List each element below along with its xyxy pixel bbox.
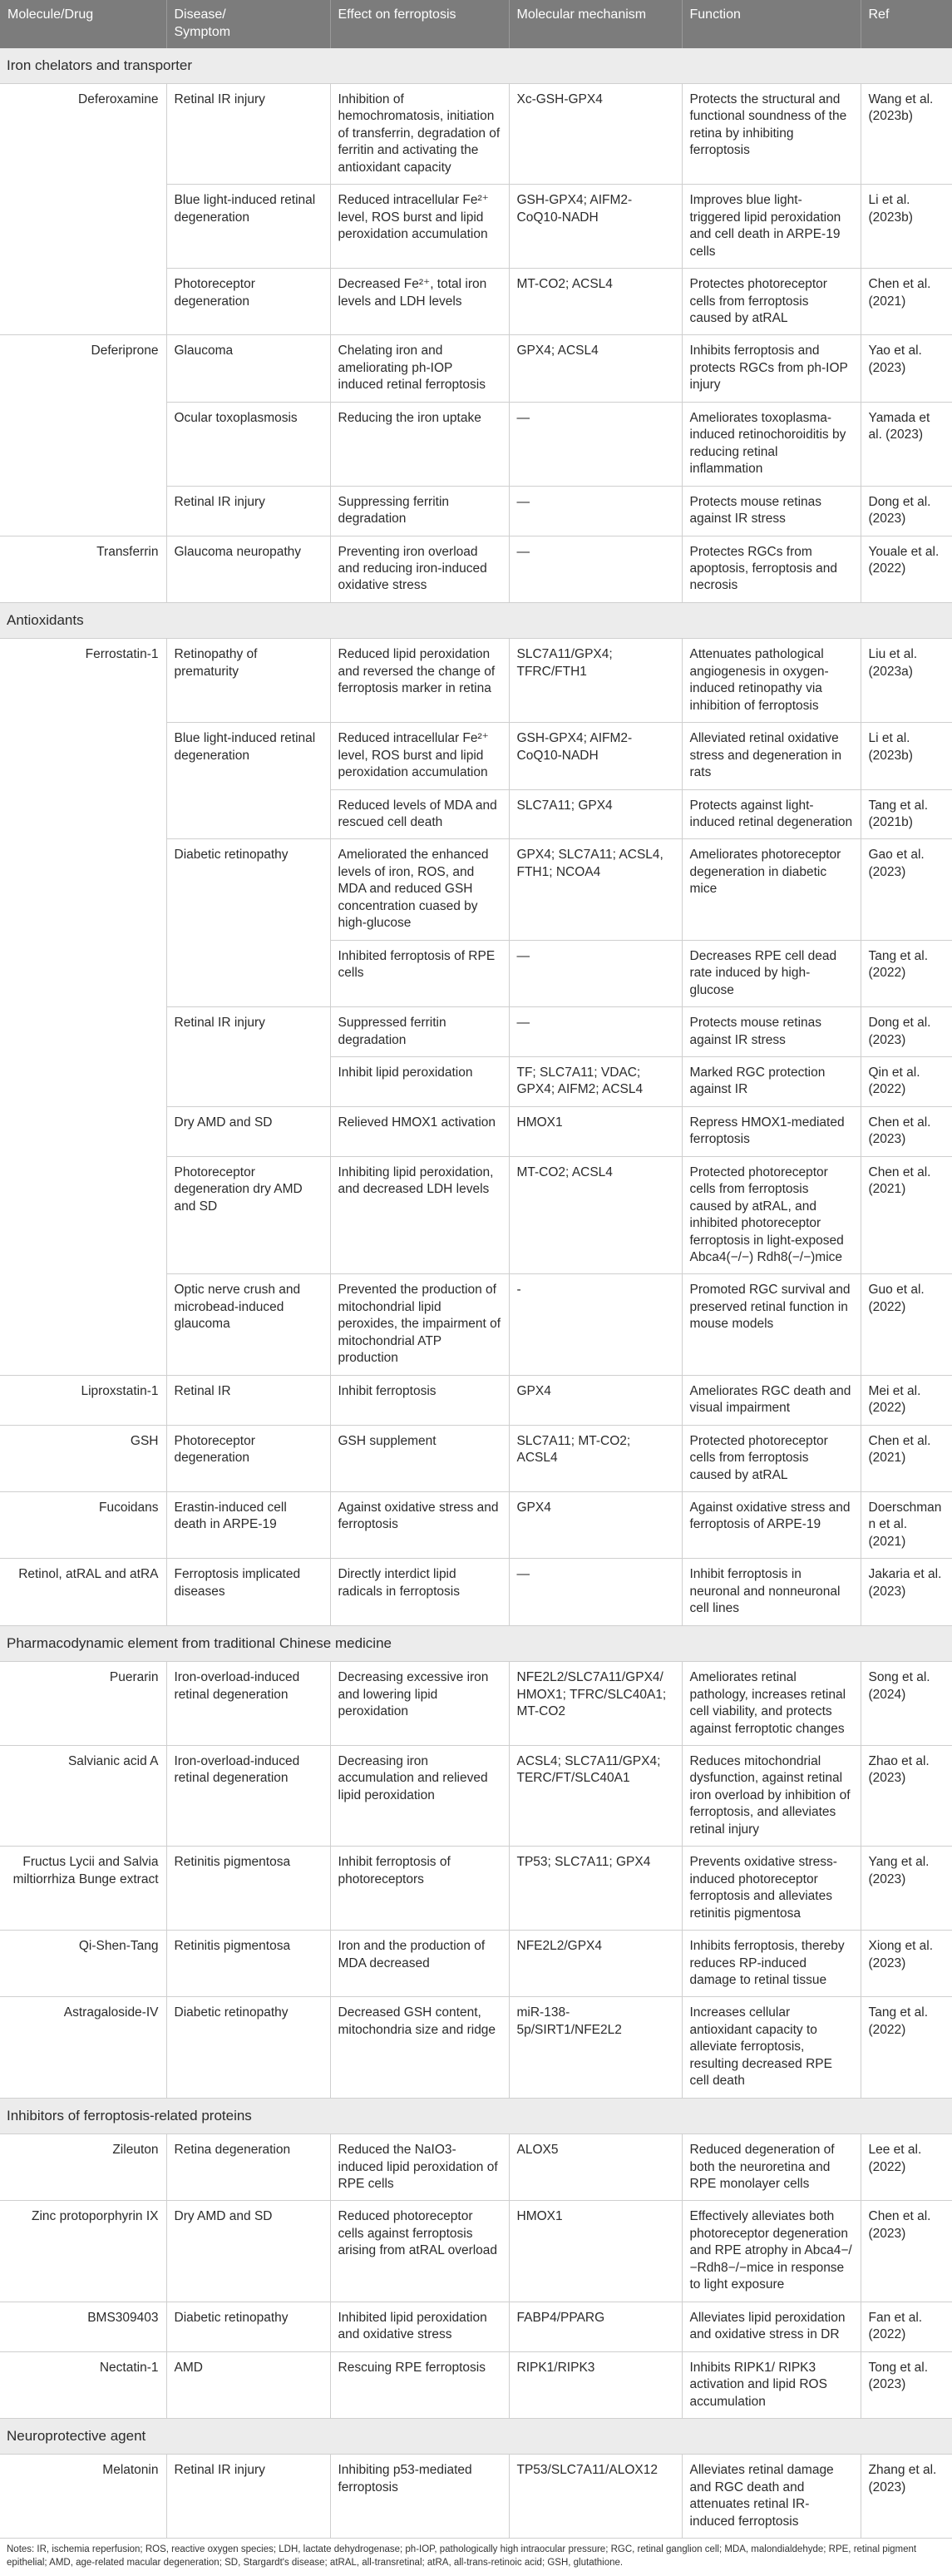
effect-cell: Reducing the iron uptake — [330, 402, 509, 486]
mechanism-cell: — — [509, 486, 682, 536]
table-row — [0, 2455, 952, 2539]
mechanism-cell: SLC7A11; GPX4 — [509, 789, 682, 839]
ref-cell: Gao et al. (2023) — [861, 839, 952, 940]
function-cell: Protectes RGCs from apoptosis, ferroptosis and necrosis — [682, 536, 861, 602]
section-title: Iron chelators and transporter — [0, 48, 952, 84]
section-row — [0, 1625, 952, 1661]
mechanism-cell: Xc-GSH-GPX4 — [509, 84, 682, 185]
function-cell: Alleviates retinal damage and RGC death and attenuates retinal IR-induced ferroptosis — [682, 2455, 861, 2539]
effect-cell: Inhibition of hemochromatosis, initiation of transferrin, degradation of ferritin and activating the antioxidant capacity — [330, 84, 509, 185]
table-row — [0, 1931, 952, 1997]
function-cell: Protects against light-induced retinal degeneration — [682, 789, 861, 839]
molecule-cell: Retinol, atRAL and atRA — [0, 1559, 166, 1625]
ref-cell: Dong et al. (2023) — [861, 486, 952, 536]
function-cell: Against oxidative stress and ferroptosis of ARPE-19 — [682, 1492, 861, 1559]
effect-cell: Reduced photoreceptor cells against ferroptosis arising from atRAL overload — [330, 2201, 509, 2302]
table-row — [0, 1492, 952, 1559]
header-effect: Effect on ferroptosis — [330, 0, 509, 48]
ref-cell: Chen et al. (2023) — [861, 1106, 952, 1156]
ref-cell: Lee et al. (2022) — [861, 2134, 952, 2201]
mechanism-cell: SLC7A11/GPX4; TFRC/FTH1 — [509, 639, 682, 723]
ref-cell: Tong et al. (2023) — [861, 2351, 952, 2418]
ref-cell: Qin et al. (2022) — [861, 1056, 952, 1106]
mechanism-cell: GPX4; SLC7A11; ACSL4, FTH1; NCOA4 — [509, 839, 682, 940]
disease-cell: Blue light-induced retinal degeneration — [166, 723, 330, 839]
effect-cell: Prevented the production of mitochondrial lipid peroxides, the impairment of mitochondrial ATP production — [330, 1274, 509, 1375]
function-cell: Prevents oxidative stress-induced photoreceptor ferroptosis and alleviates retinitis pigmentosa — [682, 1847, 861, 1931]
disease-cell: Retinal IR injury — [166, 1007, 330, 1107]
function-cell: Alleviates lipid peroxidation and oxidative stress in DR — [682, 2302, 861, 2351]
disease-cell: Iron-overload-induced retinal degeneration — [166, 1745, 330, 1846]
effect-cell: Rescuing RPE ferroptosis — [330, 2351, 509, 2418]
mechanism-cell: TF; SLC7A11; VDAC; GPX4; AIFM2; ACSL4 — [509, 1056, 682, 1106]
disease-cell: Retinal IR injury — [166, 486, 330, 536]
effect-cell: Decreased GSH content, mitochondria size and ridge — [330, 1997, 509, 2098]
disease-cell: Iron-overload-induced retinal degeneration — [166, 1662, 330, 1746]
effect-cell: Reduced levels of MDA and rescued cell death — [330, 789, 509, 839]
molecule-cell: Deferoxamine — [0, 84, 166, 335]
effect-cell: Reduced intracellular Fe²⁺ level, ROS burst and lipid peroxidation accumulation — [330, 723, 509, 789]
effect-cell: Suppressing ferritin degradation — [330, 486, 509, 536]
mechanism-cell: — — [509, 1007, 682, 1057]
ref-cell: Doerschmann et al. (2021) — [861, 1492, 952, 1559]
disease-cell: Dry AMD and SD — [166, 2201, 330, 2302]
mechanism-cell: NFE2L2/GPX4 — [509, 1931, 682, 1997]
table-row — [0, 2201, 952, 2302]
header-ref: Ref — [861, 0, 952, 48]
ref-cell: Zhang et al. (2023) — [861, 2455, 952, 2539]
mechanism-cell: — — [509, 1559, 682, 1625]
function-cell: Reduces mitochondrial dysfunction, against retinal iron overload by inhibition of ferroptosis, and alleviates retinal injury — [682, 1745, 861, 1846]
ref-cell: Yamada et al. (2023) — [861, 402, 952, 486]
ref-cell: Chen et al. (2021) — [861, 1425, 952, 1491]
molecule-cell: Fucoidans — [0, 1492, 166, 1559]
ref-cell: Guo et al. (2022) — [861, 1274, 952, 1375]
effect-cell: Suppressed ferritin degradation — [330, 1007, 509, 1057]
section-title: Antioxidants — [0, 602, 952, 638]
function-cell: Attenuates pathological angiogenesis in oxygen-induced retinopathy via inhibition of ferroptosis — [682, 639, 861, 723]
effect-cell: Inhibiting lipid peroxidation, and decreased LDH levels — [330, 1156, 509, 1274]
function-cell: Inhibits ferroptosis and protects RGCs from ph-IOP injury — [682, 335, 861, 402]
disease-cell: Glaucoma neuropathy — [166, 536, 330, 602]
effect-cell: Inhibited ferroptosis of RPE cells — [330, 940, 509, 1006]
disease-cell: Retina degeneration — [166, 2134, 330, 2201]
mechanism-cell: ACSL4; SLC7A11/GPX4; TERC/FT/SLC40A1 — [509, 1745, 682, 1846]
function-cell: Inhibits ferroptosis, thereby reduces RP-induced damage to retinal tissue — [682, 1931, 861, 1997]
effect-cell: Inhibit ferroptosis — [330, 1375, 509, 1425]
disease-cell: Photoreceptor degeneration — [166, 269, 330, 335]
effect-cell: Against oxidative stress and ferroptosis — [330, 1492, 509, 1559]
mechanism-cell: — — [509, 536, 682, 602]
table-row — [0, 1425, 952, 1491]
table-row — [0, 1847, 952, 1931]
table-row — [0, 1375, 952, 1425]
mechanism-cell: miR-138-5p/SIRT1/NFE2L2 — [509, 1997, 682, 2098]
function-cell: Protected photoreceptor cells from ferroptosis caused by atRAL — [682, 1425, 861, 1491]
effect-cell: Inhibiting p53-mediated ferroptosis — [330, 2455, 509, 2539]
header-molecule: Molecule/Drug — [0, 0, 166, 48]
function-cell: Improves blue light-triggered lipid peroxidation and cell death in ARPE-19 cells — [682, 185, 861, 269]
effect-cell: Inhibit lipid peroxidation — [330, 1056, 509, 1106]
effect-cell: Inhibited lipid peroxidation and oxidative stress — [330, 2302, 509, 2351]
ref-cell: Yang et al. (2023) — [861, 1847, 952, 1931]
effect-cell: Inhibit ferroptosis of photoreceptors — [330, 1847, 509, 1931]
mechanism-cell: — — [509, 402, 682, 486]
function-cell: Repress HMOX1-mediated ferroptosis — [682, 1106, 861, 1156]
function-cell: Decreases RPE cell dead rate induced by high-glucose — [682, 940, 861, 1006]
molecule-cell: Salvianic acid A — [0, 1745, 166, 1846]
mechanism-cell: FABP4/PPARG — [509, 2302, 682, 2351]
ref-cell: Li et al. (2023b) — [861, 185, 952, 269]
table-notes: Notes: IR, ischemia reperfusion; ROS, reactive oxygen species; LDH, lactate dehydrogenase; ph-IOP, pathologically high intraocular pressure; RGC, retinal ganglion cell; MDA, malondialdehyde; RPE, retinal pigment epithelial; AMD, age-related macular degeneration; SD, Stargardt's disease; atRAL, all-transretinal; atRA, all-trans-retinoic acid; GSH, glutathione. — [7, 2544, 917, 2568]
disease-cell: Retinal IR injury — [166, 2455, 330, 2539]
effect-cell: Relieved HMOX1 activation — [330, 1106, 509, 1156]
mechanism-cell: — — [509, 940, 682, 1006]
effect-cell: Preventing iron overload and reducing iron-induced oxidative stress — [330, 536, 509, 602]
mechanism-cell: HMOX1 — [509, 1106, 682, 1156]
mechanism-cell: MT-CO2; ACSL4 — [509, 1156, 682, 1274]
function-cell: Protects the structural and functional soundness of the retina by inhibiting ferroptosis — [682, 84, 861, 185]
effect-cell: Reduced the NaIO3-induced lipid peroxidation of RPE cells — [330, 2134, 509, 2201]
function-cell: Protects mouse retinas against IR stress — [682, 486, 861, 536]
molecule-cell: Zileuton — [0, 2134, 166, 2201]
table-header-row — [0, 0, 952, 48]
ref-cell: Liu et al. (2023a) — [861, 639, 952, 723]
ref-cell: Dong et al. (2023) — [861, 1007, 952, 1057]
mechanism-cell: HMOX1 — [509, 2201, 682, 2302]
disease-cell: Ferroptosis implicated diseases — [166, 1559, 330, 1625]
ref-cell: Tang et al. (2022) — [861, 940, 952, 1006]
section-title: Neuroprotective agent — [0, 2419, 952, 2455]
ref-cell: Fan et al. (2022) — [861, 2302, 952, 2351]
header-function: Function — [682, 0, 861, 48]
ref-cell: Youale et al. (2022) — [861, 536, 952, 602]
molecule-cell: GSH — [0, 1425, 166, 1491]
disease-cell: Retinal IR — [166, 1375, 330, 1425]
disease-cell: Optic nerve crush and microbead-induced glaucoma — [166, 1274, 330, 1375]
section-row — [0, 2098, 952, 2133]
function-cell: Protected photoreceptor cells from ferroptosis caused by atRAL, and inhibited photoreceptor ferroptosis in light-exposed Abca4(−/−) Rdh8(−/−)mice — [682, 1156, 861, 1274]
table-row — [0, 1745, 952, 1846]
function-cell: Inhibits RIPK1/ RIPK3 activation and lipid ROS accumulation — [682, 2351, 861, 2418]
table-row — [0, 2351, 952, 2418]
function-cell: Ameliorates RGC death and visual impairment — [682, 1375, 861, 1425]
disease-cell: Retinopathy of prematurity — [166, 639, 330, 723]
disease-cell: Retinitis pigmentosa — [166, 1931, 330, 1997]
ref-cell: Yao et al. (2023) — [861, 335, 952, 402]
function-cell: Ameliorates toxoplasma-induced retinochoroiditis by reducing retinal inflammation — [682, 402, 861, 486]
mechanism-cell: GSH-GPX4; AIFM2-CoQ10-NADH — [509, 185, 682, 269]
mechanism-cell: TP53; SLC7A11; GPX4 — [509, 1847, 682, 1931]
table-row — [0, 2302, 952, 2351]
effect-cell: Reduced intracellular Fe²⁺ level, ROS burst and lipid peroxidation accumulation — [330, 185, 509, 269]
mechanism-cell: GPX4; ACSL4 — [509, 335, 682, 402]
effect-cell: GSH supplement — [330, 1425, 509, 1491]
effect-cell: Decreasing iron accumulation and relieved lipid peroxidation — [330, 1745, 509, 1846]
mechanism-cell: - — [509, 1274, 682, 1375]
ref-cell: Zhao et al. (2023) — [861, 1745, 952, 1846]
table-row — [0, 639, 952, 723]
molecule-cell: Ferrostatin-1 — [0, 639, 166, 1375]
mechanism-cell: NFE2L2/SLC7A11/GPX4/ HMOX1; TFRC/SLC40A1; MT-CO2 — [509, 1662, 682, 1746]
function-cell: Inhibit ferroptosis in neuronal and nonneuronal cell lines — [682, 1559, 861, 1625]
molecule-cell: Qi-Shen-Tang — [0, 1931, 166, 1997]
function-cell: Protects mouse retinas against IR stress — [682, 1007, 861, 1057]
function-cell: Effectively alleviates both photoreceptor degeneration and RPE atrophy in Abca4−/ −Rdh8−/−mice in response to light exposure — [682, 2201, 861, 2302]
section-row — [0, 48, 952, 84]
ref-cell: Li et al. (2023b) — [861, 723, 952, 789]
mechanism-cell: MT-CO2; ACSL4 — [509, 269, 682, 335]
ref-cell: Xiong et al. (2023) — [861, 1931, 952, 1997]
molecule-cell: Puerarin — [0, 1662, 166, 1746]
disease-cell: Retinitis pigmentosa — [166, 1847, 330, 1931]
effect-cell: Directly interdict lipid radicals in ferroptosis — [330, 1559, 509, 1625]
effect-cell: Decreased Fe²⁺, total iron levels and LDH levels — [330, 269, 509, 335]
disease-cell: Erastin-induced cell death in ARPE-19 — [166, 1492, 330, 1559]
molecule-cell: Transferrin — [0, 536, 166, 602]
ref-cell: Chen et al. (2021) — [861, 269, 952, 335]
disease-cell: Diabetic retinopathy — [166, 1997, 330, 2098]
function-cell: Reduced degeneration of both the neuroretina and RPE monolayer cells — [682, 2134, 861, 2201]
table-row — [0, 335, 952, 402]
function-cell: Protectes photoreceptor cells from ferroptosis caused by atRAL — [682, 269, 861, 335]
function-cell: Ameliorates retinal pathology, increases retinal cell viability, and protects against ferroptotic changes — [682, 1662, 861, 1746]
table-row — [0, 2134, 952, 2201]
disease-cell: Ocular toxoplasmosis — [166, 402, 330, 486]
molecule-cell: Deferiprone — [0, 335, 166, 536]
ref-cell: Mei et al. (2022) — [861, 1375, 952, 1425]
function-cell: Increases cellular antioxidant capacity to alleviate ferroptosis, resulting decreased RPE cell death — [682, 1997, 861, 2098]
table-row — [0, 84, 952, 185]
effect-cell: Reduced lipid peroxidation and reversed the change of ferroptosis marker in retina — [330, 639, 509, 723]
function-cell: Alleviated retinal oxidative stress and degeneration in rats — [682, 723, 861, 789]
header-disease: Disease/ Symptom — [166, 0, 330, 48]
disease-cell: Glaucoma — [166, 335, 330, 402]
section-row — [0, 2419, 952, 2455]
ref-cell: Chen et al. (2021) — [861, 1156, 952, 1274]
section-row — [0, 602, 952, 638]
disease-cell: Diabetic retinopathy — [166, 2302, 330, 2351]
molecule-cell: Fructus Lycii and Salvia miltiorrhiza Bunge extract — [0, 1847, 166, 1931]
ref-cell: Tang et al. (2021b) — [861, 789, 952, 839]
table-row — [0, 1559, 952, 1625]
molecule-cell: Melatonin — [0, 2455, 166, 2539]
mechanism-cell: GPX4 — [509, 1492, 682, 1559]
disease-cell: Photoreceptor degeneration — [166, 1425, 330, 1491]
disease-cell: Blue light-induced retinal degeneration — [166, 185, 330, 269]
effect-cell: Decreasing excessive iron and lowering lipid peroxidation — [330, 1662, 509, 1746]
function-cell: Promoted RGC survival and preserved retinal function in mouse models — [682, 1274, 861, 1375]
disease-cell: AMD — [166, 2351, 330, 2418]
table-row — [0, 536, 952, 602]
section-title: Inhibitors of ferroptosis-related proteins — [0, 2098, 952, 2133]
molecule-cell: Nectatin-1 — [0, 2351, 166, 2418]
mechanism-cell: GSH-GPX4; AIFM2-CoQ10-NADH — [509, 723, 682, 789]
mechanism-cell: TP53/SLC7A11/ALOX12 — [509, 2455, 682, 2539]
molecule-cell: Zinc protoporphyrin IX — [0, 2201, 166, 2302]
molecule-cell: Astragaloside-IV — [0, 1997, 166, 2098]
effect-cell: Chelating iron and ameliorating ph-IOP induced retinal ferroptosis — [330, 335, 509, 402]
table-row — [0, 1662, 952, 1746]
mechanism-cell: SLC7A11; MT-CO2; ACSL4 — [509, 1425, 682, 1491]
ref-cell: Chen et al. (2023) — [861, 2201, 952, 2302]
mechanism-cell: GPX4 — [509, 1375, 682, 1425]
ref-cell: Wang et al. (2023b) — [861, 84, 952, 185]
ref-cell: Jakaria et al. (2023) — [861, 1559, 952, 1625]
effect-cell: Iron and the production of MDA decreased — [330, 1931, 509, 1997]
effect-cell: Ameliorated the enhanced levels of iron, ROS, and MDA and reduced GSH concentration cuased by high-glucose — [330, 839, 509, 940]
disease-cell: Photoreceptor degeneration dry AMD and SD — [166, 1156, 330, 1274]
function-cell: Marked RGC protection against IR — [682, 1056, 861, 1106]
table-body — [0, 48, 952, 2539]
ref-cell: Tang et al. (2022) — [861, 1997, 952, 2098]
table-row — [0, 1997, 952, 2098]
section-title: Pharmacodynamic element from traditional Chinese medicine — [0, 1625, 952, 1661]
molecule-cell: Liproxstatin-1 — [0, 1375, 166, 1425]
mechanism-cell: ALOX5 — [509, 2134, 682, 2201]
mechanism-cell: RIPK1/RIPK3 — [509, 2351, 682, 2418]
header-mechanism: Molecular mechanism — [509, 0, 682, 48]
ref-cell: Song et al. (2024) — [861, 1662, 952, 1746]
molecule-cell: BMS309403 — [0, 2302, 166, 2351]
disease-cell: Dry AMD and SD — [166, 1106, 330, 1156]
disease-cell: Diabetic retinopathy — [166, 839, 330, 1007]
function-cell: Ameliorates photoreceptor degeneration in diabetic mice — [682, 839, 861, 940]
disease-cell: Retinal IR injury — [166, 84, 330, 185]
